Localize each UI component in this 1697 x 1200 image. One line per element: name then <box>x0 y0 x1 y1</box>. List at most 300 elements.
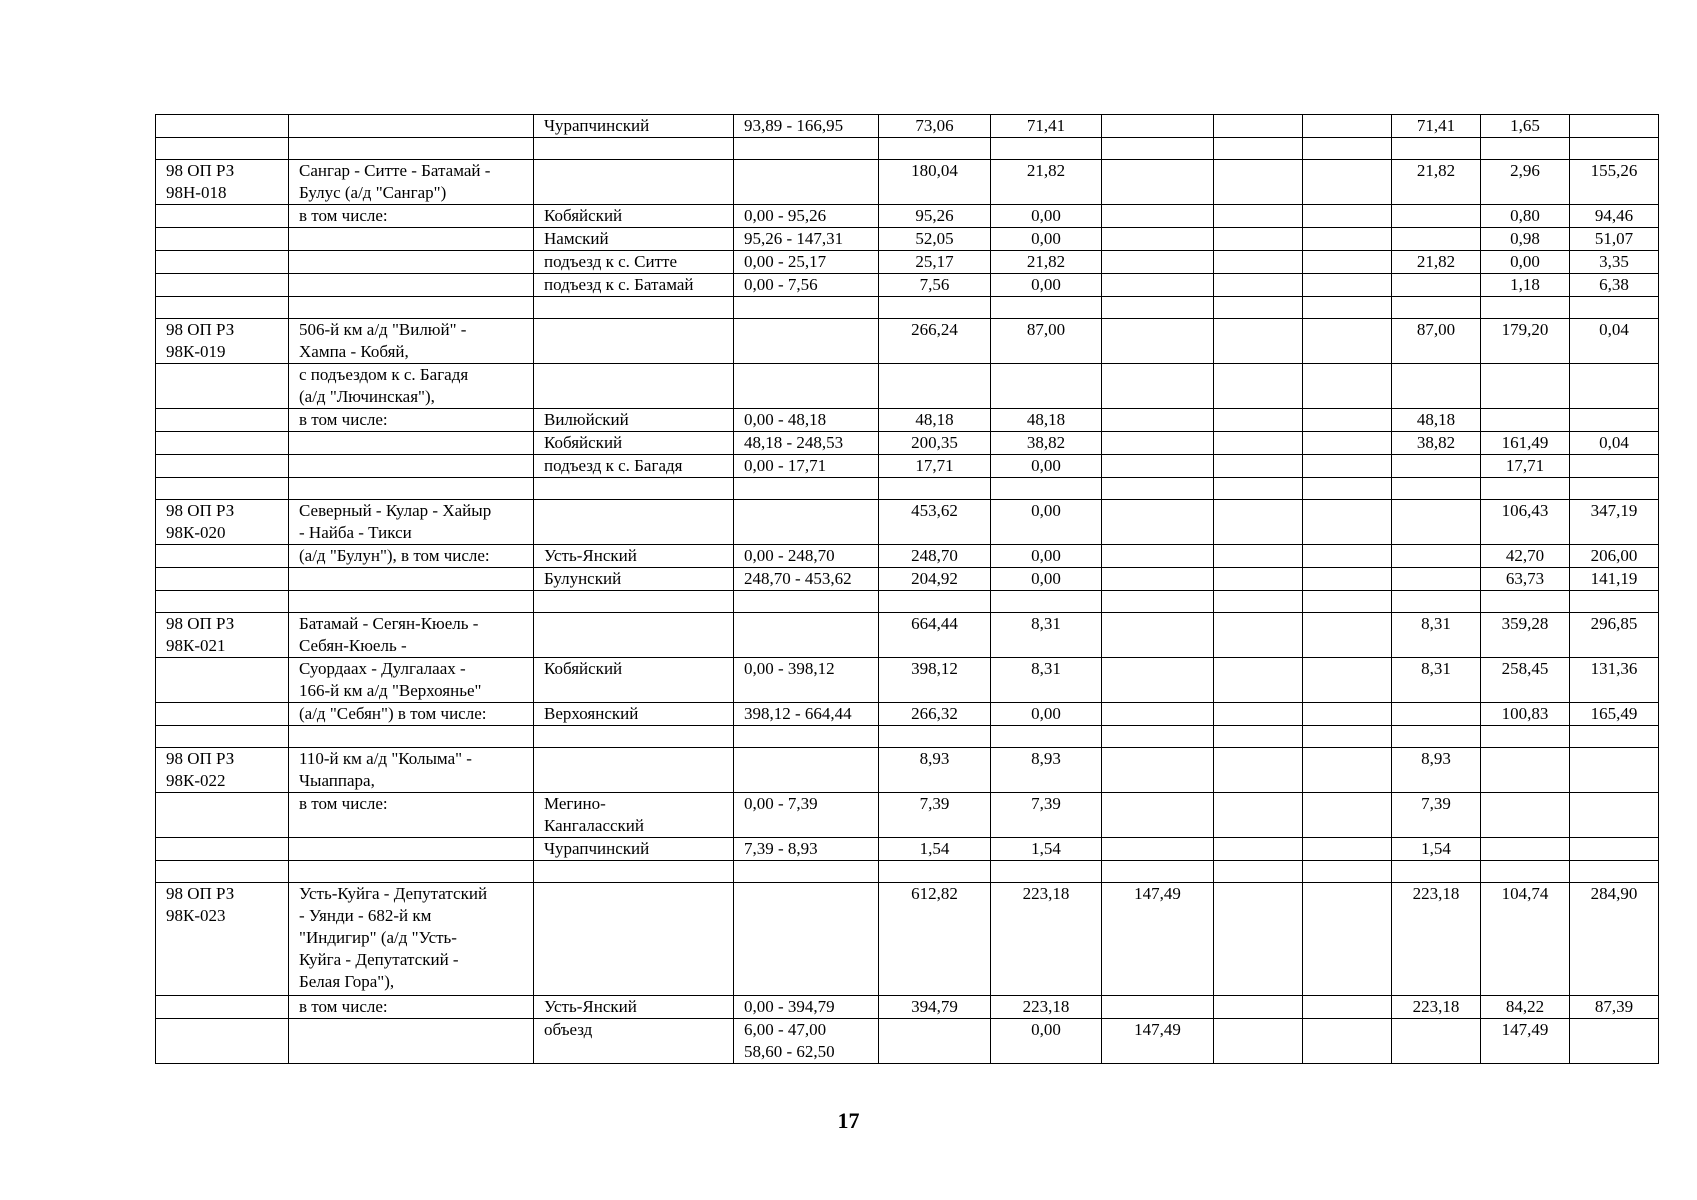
table-body <box>156 115 1659 1064</box>
table-cell <box>1303 591 1392 613</box>
table-row <box>156 996 1659 1019</box>
table-cell <box>1303 228 1392 251</box>
table-cell: 0,00 - 25,17 <box>734 251 879 274</box>
table-cell: с подъездом к с. Багадя (а/д "Лючинская"), <box>289 364 534 409</box>
table-cell <box>1392 138 1481 160</box>
table-cell: Булунский <box>534 568 734 591</box>
table-cell: 98 ОП РЗ 98К-023 <box>156 883 289 996</box>
table-cell <box>1570 297 1659 319</box>
table-cell: 0,00 - 398,12 <box>734 658 879 703</box>
table-cell: 0,00 - 7,56 <box>734 274 879 297</box>
table-cell <box>1303 319 1392 364</box>
table-cell <box>1303 613 1392 658</box>
table-cell: 0,80 <box>1481 205 1570 228</box>
table-cell <box>1303 996 1392 1019</box>
table-cell: в том числе: <box>289 996 534 1019</box>
table-cell <box>156 793 289 838</box>
table-cell: 106,43 <box>1481 500 1570 545</box>
table-cell <box>1392 1019 1481 1064</box>
table-cell <box>1303 838 1392 861</box>
table-cell <box>534 861 734 883</box>
table-cell: 25,17 <box>879 251 991 274</box>
table-cell <box>289 228 534 251</box>
table-cell: 71,41 <box>1392 115 1481 138</box>
table-cell: 161,49 <box>1481 432 1570 455</box>
table-cell <box>156 478 289 500</box>
table-row <box>156 726 1659 748</box>
table-cell <box>1303 1019 1392 1064</box>
table-cell <box>1214 591 1303 613</box>
table-row <box>156 138 1659 160</box>
table-cell: 258,45 <box>1481 658 1570 703</box>
table-cell: 223,18 <box>991 883 1102 996</box>
table-cell: (а/д "Себян") в том числе: <box>289 703 534 726</box>
table-cell: 8,31 <box>991 613 1102 658</box>
table-cell <box>1570 591 1659 613</box>
table-cell <box>1214 996 1303 1019</box>
table-cell: 48,18 <box>991 409 1102 432</box>
table-cell <box>1214 500 1303 545</box>
table-cell <box>1102 319 1214 364</box>
table-cell <box>1214 409 1303 432</box>
table-cell <box>1481 793 1570 838</box>
table-cell <box>156 455 289 478</box>
table-cell: 248,70 - 453,62 <box>734 568 879 591</box>
table-cell <box>991 591 1102 613</box>
table-cell: 95,26 - 147,31 <box>734 228 879 251</box>
table-row <box>156 478 1659 500</box>
table-cell <box>1392 591 1481 613</box>
table-cell: 98 ОП РЗ 98К-020 <box>156 500 289 545</box>
table-cell: 21,82 <box>1392 251 1481 274</box>
table-cell <box>734 160 879 205</box>
table-cell <box>1214 545 1303 568</box>
table-cell <box>1303 861 1392 883</box>
table-cell <box>1570 455 1659 478</box>
table-cell: 179,20 <box>1481 319 1570 364</box>
table-cell <box>734 883 879 996</box>
table-cell <box>156 274 289 297</box>
table-cell <box>1392 478 1481 500</box>
table-cell <box>534 613 734 658</box>
table-cell <box>1392 703 1481 726</box>
table-cell: Намский <box>534 228 734 251</box>
table-row <box>156 364 1659 409</box>
table-cell <box>1102 703 1214 726</box>
table-cell: 347,19 <box>1570 500 1659 545</box>
table-row <box>156 568 1659 591</box>
table-cell <box>1570 838 1659 861</box>
table-cell: 100,83 <box>1481 703 1570 726</box>
table-cell: 453,62 <box>879 500 991 545</box>
table-cell <box>1214 364 1303 409</box>
table-row <box>156 409 1659 432</box>
table-cell <box>1570 115 1659 138</box>
table-cell: 21,82 <box>991 160 1102 205</box>
table-cell <box>156 658 289 703</box>
table-cell <box>1214 793 1303 838</box>
table-cell <box>879 138 991 160</box>
table-cell: Чурапчинский <box>534 838 734 861</box>
table-cell <box>1303 274 1392 297</box>
table-cell <box>1102 726 1214 748</box>
table-cell <box>156 251 289 274</box>
table-cell <box>289 115 534 138</box>
table-cell: 0,00 - 394,79 <box>734 996 879 1019</box>
table-cell: 1,65 <box>1481 115 1570 138</box>
table-cell <box>1214 1019 1303 1064</box>
table-cell: Сангар - Ситте - Батамай - Булус (а/д "Сангар") <box>289 160 534 205</box>
table-cell: Батамай - Сегян-Кюель - Себян-Кюель - <box>289 613 534 658</box>
table-cell <box>879 861 991 883</box>
table-cell: 0,00 - 95,26 <box>734 205 879 228</box>
table-cell <box>991 726 1102 748</box>
table-cell <box>289 726 534 748</box>
table-cell: Верхоянский <box>534 703 734 726</box>
table-cell <box>156 545 289 568</box>
table-cell: Кобяйский <box>534 658 734 703</box>
table-cell: 6,00 - 47,00 58,60 - 62,50 <box>734 1019 879 1064</box>
table-cell <box>156 138 289 160</box>
table-cell <box>289 478 534 500</box>
table-cell <box>879 297 991 319</box>
table-cell <box>1303 205 1392 228</box>
table-cell <box>1303 251 1392 274</box>
table-cell: 48,18 - 248,53 <box>734 432 879 455</box>
table-row <box>156 115 1659 138</box>
table-cell <box>156 205 289 228</box>
table-cell <box>156 726 289 748</box>
table-cell <box>289 861 534 883</box>
table-cell <box>289 591 534 613</box>
table-cell <box>156 364 289 409</box>
table-cell: 1,54 <box>879 838 991 861</box>
table-cell <box>289 838 534 861</box>
table-cell <box>1392 568 1481 591</box>
table-cell: подъезд к с. Ситте <box>534 251 734 274</box>
table-row <box>156 432 1659 455</box>
table-cell <box>1214 861 1303 883</box>
table-cell <box>1214 613 1303 658</box>
table-cell <box>534 297 734 319</box>
table-cell <box>1102 658 1214 703</box>
table-cell <box>1303 726 1392 748</box>
table-cell: 131,36 <box>1570 658 1659 703</box>
table-cell <box>1570 1019 1659 1064</box>
table-cell: 1,18 <box>1481 274 1570 297</box>
table-cell: 17,71 <box>879 455 991 478</box>
table-cell: 266,24 <box>879 319 991 364</box>
table-cell <box>1102 138 1214 160</box>
table-cell <box>1303 138 1392 160</box>
table-cell: 506-й км а/д "Вилюй" - Хампа - Кобяй, <box>289 319 534 364</box>
table-cell <box>1303 455 1392 478</box>
table-cell <box>289 274 534 297</box>
table-cell: в том числе: <box>289 205 534 228</box>
table-cell <box>879 1019 991 1064</box>
table-cell <box>1392 861 1481 883</box>
table-cell: 48,18 <box>879 409 991 432</box>
table-cell <box>1102 297 1214 319</box>
table-cell: 0,00 - 17,71 <box>734 455 879 478</box>
table-cell <box>289 568 534 591</box>
table-cell <box>534 319 734 364</box>
table-cell: 52,05 <box>879 228 991 251</box>
table-cell: 0,00 <box>991 568 1102 591</box>
table-cell: 7,39 <box>879 793 991 838</box>
table-cell <box>1102 748 1214 793</box>
table-cell <box>156 996 289 1019</box>
table-cell: в том числе: <box>289 793 534 838</box>
table-cell <box>1102 613 1214 658</box>
table-cell <box>1102 838 1214 861</box>
table-cell: 0,00 <box>1481 251 1570 274</box>
table-cell <box>1214 228 1303 251</box>
table-cell <box>156 409 289 432</box>
table-cell: 7,39 <box>991 793 1102 838</box>
table-cell <box>1303 545 1392 568</box>
table-cell: 0,00 <box>991 228 1102 251</box>
table-cell: 87,00 <box>1392 319 1481 364</box>
table-cell <box>1102 251 1214 274</box>
table-row <box>156 1019 1659 1064</box>
table-cell <box>1303 478 1392 500</box>
table-row <box>156 205 1659 228</box>
table-cell <box>534 160 734 205</box>
table-cell <box>1392 228 1481 251</box>
table-cell <box>1214 251 1303 274</box>
table-cell: Суордаах - Дулгалаах - 166-й км а/д "Верхоянье" <box>289 658 534 703</box>
page-number: 17 <box>837 1108 860 1133</box>
table-cell: Усть-Куйга - Депутатский - Уянди - 682-й км "Индигир" (а/д "Усть- Куйга - Депутатский - Белая Гора"), <box>289 883 534 996</box>
table-cell: 51,07 <box>1570 228 1659 251</box>
table-cell: 223,18 <box>1392 883 1481 996</box>
table-cell: 0,00 - 248,70 <box>734 545 879 568</box>
table-cell <box>1481 478 1570 500</box>
table-cell <box>734 478 879 500</box>
table-cell: 398,12 - 664,44 <box>734 703 879 726</box>
table-row <box>156 319 1659 364</box>
table-cell <box>1214 838 1303 861</box>
table-cell <box>734 138 879 160</box>
table-cell: объезд <box>534 1019 734 1064</box>
table-cell <box>1102 115 1214 138</box>
table-cell <box>1102 500 1214 545</box>
table-cell <box>534 364 734 409</box>
table-cell: 73,06 <box>879 115 991 138</box>
table-cell: 147,49 <box>1102 1019 1214 1064</box>
table-cell <box>991 297 1102 319</box>
table-cell: 87,00 <box>991 319 1102 364</box>
table-cell <box>879 591 991 613</box>
table-cell <box>879 364 991 409</box>
table-cell: Кобяйский <box>534 205 734 228</box>
table-cell <box>156 1019 289 1064</box>
table-cell: 398,12 <box>879 658 991 703</box>
table-row <box>156 160 1659 205</box>
table-cell <box>1303 793 1392 838</box>
table-cell <box>534 726 734 748</box>
table-cell <box>1392 545 1481 568</box>
table-cell <box>156 703 289 726</box>
table-cell: 359,28 <box>1481 613 1570 658</box>
road-registry-table <box>155 114 1659 1064</box>
table-cell <box>1214 568 1303 591</box>
table-cell <box>1570 364 1659 409</box>
table-cell <box>1303 409 1392 432</box>
table-cell: 248,70 <box>879 545 991 568</box>
table-cell <box>1392 726 1481 748</box>
table-cell <box>534 591 734 613</box>
table-cell: Кобяйский <box>534 432 734 455</box>
table-cell <box>991 364 1102 409</box>
table-cell <box>1570 726 1659 748</box>
table-cell <box>156 115 289 138</box>
table-cell: 8,93 <box>991 748 1102 793</box>
table-cell: 8,93 <box>879 748 991 793</box>
table-cell: 141,19 <box>1570 568 1659 591</box>
table-cell <box>1102 793 1214 838</box>
table-row <box>156 703 1659 726</box>
table-cell <box>1303 883 1392 996</box>
table-cell <box>734 861 879 883</box>
table-cell <box>1102 861 1214 883</box>
table-cell <box>1392 274 1481 297</box>
table-cell <box>734 613 879 658</box>
table-cell <box>1570 409 1659 432</box>
table-cell <box>1481 726 1570 748</box>
table-cell <box>1303 432 1392 455</box>
table-cell <box>1102 568 1214 591</box>
table-cell: 1,54 <box>1392 838 1481 861</box>
table-cell <box>1481 409 1570 432</box>
table-cell: 223,18 <box>991 996 1102 1019</box>
table-cell: 0,04 <box>1570 319 1659 364</box>
table-cell <box>156 297 289 319</box>
table-cell <box>879 478 991 500</box>
table-row <box>156 297 1659 319</box>
table-cell <box>1481 591 1570 613</box>
table-cell: Усть-Янский <box>534 545 734 568</box>
table-cell: 98 ОП РЗ 98К-021 <box>156 613 289 658</box>
table-cell <box>1102 545 1214 568</box>
table-cell: 284,90 <box>1570 883 1659 996</box>
table-cell: 42,70 <box>1481 545 1570 568</box>
table-cell <box>1481 861 1570 883</box>
table-cell <box>156 838 289 861</box>
table-cell <box>1392 455 1481 478</box>
table-cell: 664,44 <box>879 613 991 658</box>
table-cell: Усть-Янский <box>534 996 734 1019</box>
table-cell <box>534 138 734 160</box>
table-cell: подъезд к с. Батамай <box>534 274 734 297</box>
table-cell <box>1303 658 1392 703</box>
table-cell: 7,56 <box>879 274 991 297</box>
table-cell <box>1392 297 1481 319</box>
table-cell <box>289 251 534 274</box>
table-cell: Вилюйский <box>534 409 734 432</box>
table-cell <box>289 455 534 478</box>
table-cell: Чурапчинский <box>534 115 734 138</box>
table-cell: 0,00 <box>991 545 1102 568</box>
table-cell <box>1102 996 1214 1019</box>
table-cell <box>1214 115 1303 138</box>
table-cell: 110-й км а/д "Колыма" - Чыаппара, <box>289 748 534 793</box>
table-cell <box>1102 274 1214 297</box>
table-cell: 206,00 <box>1570 545 1659 568</box>
table-cell <box>991 861 1102 883</box>
table-cell: 200,35 <box>879 432 991 455</box>
table-cell: 1,54 <box>991 838 1102 861</box>
table-cell <box>156 568 289 591</box>
table-cell <box>1102 409 1214 432</box>
table-cell <box>1214 319 1303 364</box>
table-cell: 0,98 <box>1481 228 1570 251</box>
table-row <box>156 251 1659 274</box>
table-cell: 63,73 <box>1481 568 1570 591</box>
table-cell <box>1214 160 1303 205</box>
table-cell <box>1214 883 1303 996</box>
table-cell <box>734 591 879 613</box>
table-cell <box>156 432 289 455</box>
table-cell <box>1214 658 1303 703</box>
table-cell <box>734 500 879 545</box>
table-cell <box>1214 205 1303 228</box>
table-cell <box>289 432 534 455</box>
table-cell <box>1102 478 1214 500</box>
table-cell: 2,96 <box>1481 160 1570 205</box>
table-cell <box>156 861 289 883</box>
table-cell <box>534 500 734 545</box>
table-cell <box>1214 703 1303 726</box>
table-cell: 17,71 <box>1481 455 1570 478</box>
table-cell <box>1303 748 1392 793</box>
table-cell <box>734 319 879 364</box>
table-cell: 94,46 <box>1570 205 1659 228</box>
table-row <box>156 883 1659 996</box>
table-cell: 8,31 <box>991 658 1102 703</box>
table-cell <box>1481 138 1570 160</box>
table-cell: 21,82 <box>1392 160 1481 205</box>
table-cell: 223,18 <box>1392 996 1481 1019</box>
table-cell <box>1214 726 1303 748</box>
table-cell <box>734 748 879 793</box>
table-cell <box>1102 364 1214 409</box>
table-cell <box>1214 138 1303 160</box>
table-cell: 21,82 <box>991 251 1102 274</box>
table-cell <box>289 1019 534 1064</box>
table-row <box>156 274 1659 297</box>
table-cell: 98 ОП РЗ 98К-022 <box>156 748 289 793</box>
table-cell: 93,89 - 166,95 <box>734 115 879 138</box>
table-cell: 0,04 <box>1570 432 1659 455</box>
table-cell: 0,00 <box>991 274 1102 297</box>
table-cell: 6,38 <box>1570 274 1659 297</box>
table-cell <box>1481 838 1570 861</box>
table-cell: 98 ОП РЗ 98Н-018 <box>156 160 289 205</box>
table-cell <box>1303 364 1392 409</box>
table-cell: 7,39 <box>1392 793 1481 838</box>
table-cell: 0,00 <box>991 500 1102 545</box>
table-cell: 84,22 <box>1481 996 1570 1019</box>
table-cell: подъезд к с. Багадя <box>534 455 734 478</box>
table-cell <box>1102 591 1214 613</box>
table-cell <box>289 138 534 160</box>
table-cell <box>1214 297 1303 319</box>
table-cell <box>1102 432 1214 455</box>
table-row <box>156 613 1659 658</box>
table-cell: 155,26 <box>1570 160 1659 205</box>
